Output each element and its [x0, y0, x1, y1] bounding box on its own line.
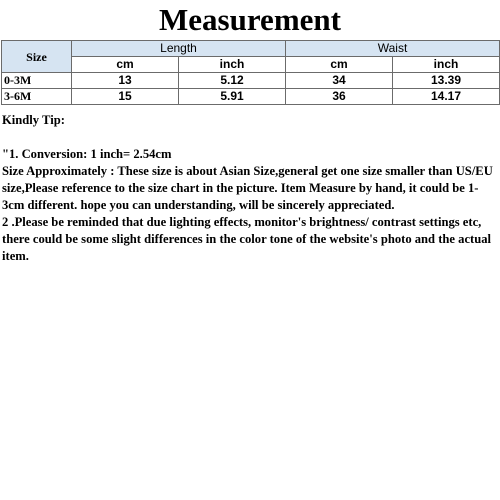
length-cm-value: 13 — [72, 73, 179, 89]
conversion-note: "1. Conversion: 1 inch= 2.54cm — [2, 147, 172, 161]
table-row — [2, 89, 500, 105]
length-cm-value: 15 — [72, 89, 179, 105]
length-inch-value: 5.12 — [179, 73, 286, 89]
tip-heading: Kindly Tip: — [2, 113, 65, 127]
size-column-header: Size — [2, 41, 72, 73]
color-reminder-note: 2 .Please be reminded that due lighting effects, monitor's brightness/ contrast settings etc, there could be some slight differences in the color tone of the website's photo and the actual item. — [2, 215, 492, 263]
size-approx-note: Size Approximately : These size is about Asian Size,general get one size smaller than US/EU size,Please reference to the size chart in the picture. Item Measure by hand, it could be 1-3cm different. hope you can understanding, will be sincerely appreciated. — [2, 164, 493, 212]
notes-section — [2, 112, 498, 265]
size-label: 3-6M — [2, 89, 72, 105]
length-inch-value: 5.91 — [179, 89, 286, 105]
waist-cm-value: 36 — [286, 89, 393, 105]
waist-inch-subheader: inch — [393, 57, 500, 73]
length-inch-subheader: inch — [179, 57, 286, 73]
size-chart-table — [1, 40, 500, 105]
page-title: Measurement — [159, 2, 341, 37]
length-cm-subheader: cm — [72, 57, 179, 73]
table-row — [2, 73, 500, 89]
waist-cm-subheader: cm — [286, 57, 393, 73]
length-column-header: Length — [72, 41, 286, 57]
waist-cm-value: 34 — [286, 73, 393, 89]
waist-inch-value: 13.39 — [393, 73, 500, 89]
size-label: 0-3M — [2, 73, 72, 89]
waist-inch-value: 14.17 — [393, 89, 500, 105]
waist-column-header: Waist — [286, 41, 500, 57]
